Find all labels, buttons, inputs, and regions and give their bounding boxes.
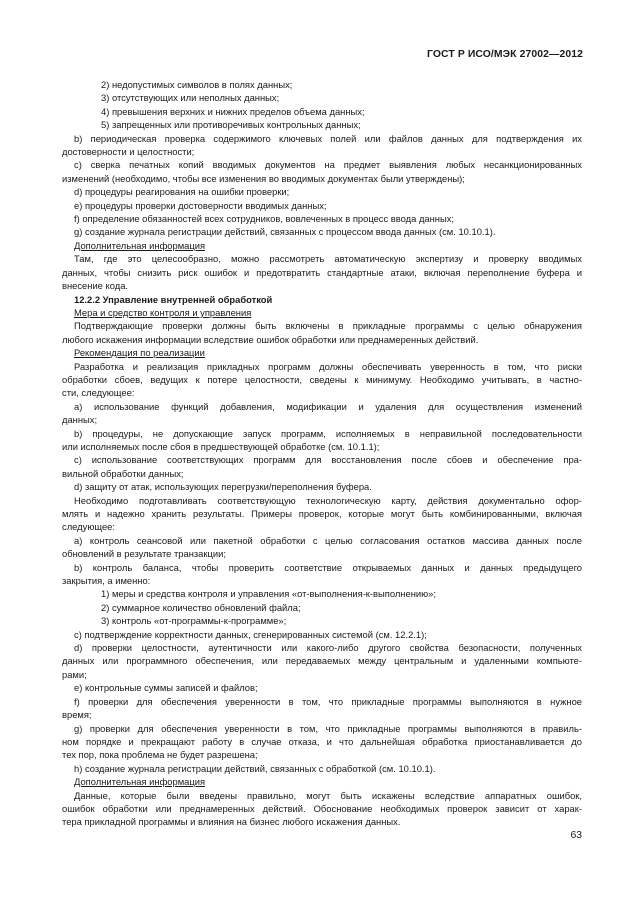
section-label: Рекомендация по реализации	[74, 347, 205, 359]
text-line: Подтверждающие проверки должны быть включены в прикладные программы с целью обнаружения	[74, 320, 582, 332]
text-line: d) защиту от атак, использующих перегрузки/переполнения буфера.	[74, 481, 372, 493]
text-line: b) контроль баланса, чтобы проверить соответствие открываемых данных и данных предыдущего	[74, 561, 582, 573]
text-line: изменений (необходимо, чтобы все изменения во вводимых документах были утверждены);	[62, 172, 465, 184]
text-line: Там, где это целесообразно, можно рассмотреть автоматическую экспертизу и проверку вводимых	[74, 253, 582, 265]
section-label: Мера и средство контроля и управления	[74, 306, 252, 318]
text-line: вильной обработки данных;	[62, 467, 184, 479]
text-line: d) процедуры реагирования на ошибки проверки;	[74, 186, 290, 198]
text-line: следующее:	[62, 521, 115, 533]
page-number: 63	[570, 830, 582, 841]
text-line: a) использование функций добавления, модификации и удаления для осуществления изменений	[74, 400, 582, 412]
text-line: g) создание журнала регистрации действий, связанных с процессом ввода данных (см. 10.10.1).	[74, 226, 496, 238]
text-line: h) создание журнала регистрации действий, связанных с обработкой (см. 10.10.1).	[74, 762, 436, 774]
text-line: e) процедуры проверки достоверности вводимых данных;	[74, 199, 327, 211]
text-line: b) периодическая проверка содержимого ключевых полей или файлов данных для подтверждения их	[74, 132, 582, 144]
text-line: 5) запрещенных или противоречивых контрольных данных;	[101, 119, 361, 131]
section-label: Дополнительная информация	[74, 239, 206, 251]
text-line: 3) контроль «от-программы-к-программе»;	[101, 615, 287, 627]
text-line: b) процедуры, не допускающие запуск программ, исполняемых в неправильной последовательности	[74, 427, 582, 439]
text-line: достоверности и целостности;	[62, 146, 195, 158]
text-line: данных;	[62, 414, 98, 426]
text-line: 3) отсутствующих или неполных данных;	[101, 92, 280, 104]
text-line: d) проверки целостности, аутентичности или какого-либо другого свойства безопасности, полученных	[74, 642, 582, 654]
section-heading: 12.2.2 Управление внутренней обработкой	[74, 293, 273, 305]
text-line: Данные, которые были введены правильно, могут быть искажены вследствие аппаратных ошибок,	[74, 789, 582, 801]
text-line: ошибок обработки или преднамеренных действий. Обоснование необходимых проверок зависит от харак-	[62, 802, 582, 814]
text-line: 4) превышения верхних и нижних пределов объема данных;	[101, 105, 365, 117]
document-body	[62, 78, 582, 829]
section-label: Дополнительная информация	[74, 776, 206, 788]
text-line: данных, чтобы снизить риск ошибок и предотвратить стандартные атаки, включая переполнение буфера и	[62, 266, 582, 278]
text-line: a) контроль сеансовой или пакетной обработки с целью согласования остатков массива данных после	[74, 534, 582, 546]
text-line: тера прикладной программы и влияния на бизнес любого искажения данных.	[62, 816, 401, 828]
text-line: c) использование соответствующих программ для восстановления после сбоев и обеспечение пра-	[74, 454, 582, 466]
text-line: обновлений в результате транзакции;	[62, 548, 226, 560]
text-line: 1) меры и средства контроля и управления «от-выполнения-к-выполнению»;	[101, 588, 436, 600]
text-line: f) определение обязанностей всех сотрудников, вовлеченных в процесс ввода данных;	[74, 213, 455, 225]
text-line: закрытия, а именно:	[62, 575, 151, 587]
text-line: g) проверки для обеспечения уверенности в том, что прикладные программы выполняются в правиль-	[74, 722, 582, 734]
text-line: e) контрольные суммы записей и файлов;	[74, 682, 258, 694]
text-line: сти, следующее:	[62, 387, 135, 399]
text-line: ном порядке и прекращают работу в случае отказа, и что дальнейшая обработка приостанавливается до	[62, 735, 582, 747]
text-line: любого искажения информации вследствие ошибок обработки или преднамеренных действий.	[62, 333, 479, 345]
document-header: ГОСТ Р ИСО/МЭК 27002—2012	[427, 49, 583, 60]
text-line: 2) суммарное количество обновлений файла;	[101, 601, 301, 613]
text-line: c) подтверждение корректности данных, сгенерированных системой (см. 12.2.1);	[74, 628, 427, 640]
text-line: рами;	[62, 668, 87, 680]
text-line: обработки сбоев, ведущих к потере целостности, сведены к минимуму. Необходимо учитывать, в частно-	[62, 373, 582, 385]
text-line: время;	[62, 709, 92, 721]
text-line: Необходимо подготавливать соответствующую технологическую карту, действия документально офор-	[74, 494, 582, 506]
text-line: f) проверки для обеспечения уверенности в том, что прикладные программы выполняются в нужное	[74, 695, 582, 707]
text-line: тех пор, пока проблема не будет разрешена;	[62, 749, 258, 761]
text-line: или исполняемых после сбоя в предшествующей обработке (см. 10.1.1);	[62, 440, 380, 452]
text-line: 2) недопустимых символов в полях данных;	[101, 79, 293, 90]
text-line: данных или программного обеспечения, или передаваемых между центральным и удаленными компьюте-	[62, 655, 582, 667]
text-line: Разработка и реализация прикладных программ должны обеспечивать уверенность в том, что риски	[74, 360, 582, 372]
text-line: внесение кода.	[62, 280, 129, 292]
text-line: c) сверка печатных копий вводимых документов на предмет выявления любых несанкционированных	[74, 159, 582, 171]
text-line: млять и надежно хранить результаты. Примеры проверок, которые могут быть комбинированными, включая	[62, 508, 582, 519]
